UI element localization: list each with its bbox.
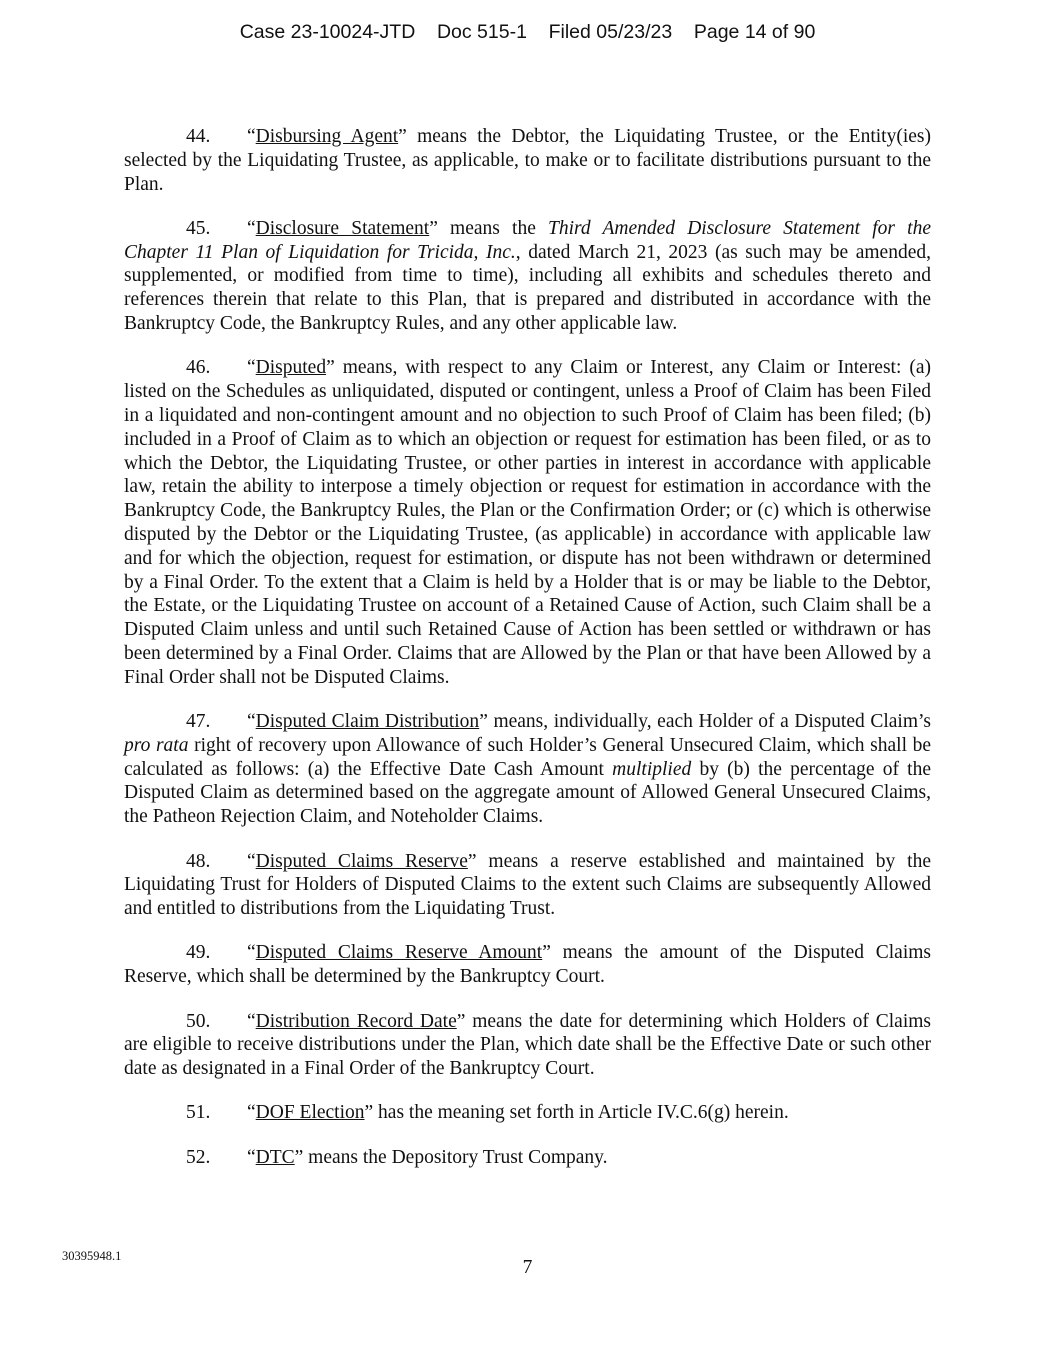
definition-44 — [124, 125, 931, 196]
defined-term: Disputed — [255, 357, 327, 379]
definitions-list — [124, 125, 931, 1190]
definition-52 — [124, 1146, 931, 1170]
defined-term: Disputed Claims Reserve — [255, 850, 468, 872]
definition-text: ” means the — [429, 217, 549, 239]
definition-number: 46. — [186, 357, 211, 379]
document-id: 30395948.1 — [62, 1249, 122, 1263]
definition-number: 51. — [186, 1102, 211, 1124]
definition-number: 44. — [186, 126, 211, 147]
open-quote: “ — [247, 1146, 256, 1168]
defined-term: Disputed Claim Distribution — [255, 711, 480, 733]
definition-number: 45. — [186, 217, 211, 239]
definition-text: ” has the meaning set forth in Article IV.C.6(g) herein. — [364, 1102, 789, 1124]
definition-number: 48. — [186, 850, 211, 872]
open-quote: “ — [247, 1010, 256, 1032]
definition-text: ” means, individually, each Holder of a Disputed Claim’s — [479, 711, 931, 733]
definition-45 — [124, 217, 931, 336]
defined-term: Distribution Record Date — [255, 1010, 457, 1032]
definition-number: 52. — [186, 1146, 211, 1168]
open-quote: “ — [247, 357, 256, 379]
open-quote: “ — [247, 850, 256, 872]
definition-text: right of recovery upon Allowance of such Holder’s General Unsecured Claim, which shall be calculated as follows: (a) the Effective Date Cash Amount — [124, 734, 931, 780]
open-quote: “ — [247, 711, 256, 733]
definition-text: ” means the Depository Trust Company. — [294, 1146, 608, 1168]
defined-term: Disbursing Agent — [255, 126, 399, 147]
definition-47 — [124, 710, 931, 829]
definition-text: ” means the amount of the Disputed Claims Reserve, which shall be determined by the Bankruptcy Court. — [124, 942, 932, 988]
open-quote: “ — [247, 942, 256, 964]
definition-text: ” means, with respect to any Claim or Interest, any Claim or Interest: (a) listed on the Schedules as unliquidated, disputed or contingent, unless a Proof of Claim has been Filed in a liquidated and non-contingent amount and no objection to such Proof of Claim has been filed; (b) included in a Proof of Claim as to which an objection or request for estimation has been filed, or as to which the Debtor, the Liquidating Trustee, or other parties in interest in accordance with applicable law, retain the ability to interpose a timely objection or request for estimation in accordance with the Bankruptcy Code, the Bankruptcy Rules, the Plan or the Confirmation Order; or (c) which is otherwise disputed by the Debtor or the Liquidating Trustee, (as applicable) in accordance with applicable law and for which the objection, request for estimation, or dispute has not been withdrawn or determined by a Final Order. To the extent that a Claim is held by a Holder that is or may be liable to the Debtor, the Estate, or the Liquidating Trustee on account of a Retained Cause of Action, such Claim shall be a Disputed Claim unless and until such Retained Cause of Action has been settled or withdrawn or has been determined by a Final Order. Claims that are Allowed by the Plan or that have been Allowed by a Final Order shall not be Disputed Claims. — [124, 357, 931, 688]
defined-term: DTC — [255, 1146, 295, 1168]
italic-phrase: multiplied — [612, 758, 692, 780]
definition-50 — [124, 1010, 931, 1081]
italic-phrase: pro rata — [124, 734, 189, 756]
case-header: Case 23-10024-JTD Doc 515-1 Filed 05/23/23 Page 14 of 90 — [239, 21, 816, 43]
definition-48 — [124, 850, 931, 921]
definition-number: 47. — [186, 711, 211, 733]
defined-term: Disputed Claims Reserve Amount — [255, 942, 543, 964]
open-quote: “ — [247, 1102, 256, 1124]
open-quote: “ — [247, 126, 256, 147]
definition-number: 50. — [186, 1010, 211, 1032]
definition-text: ” means the date for determining which Holders of Claims are eligible to receive distributions under the Plan, which date shall be the Effective Date or such other date as designated in a Final Order of the Bankruptcy Court. — [124, 1010, 932, 1080]
definition-text: ” means the Debtor, the Liquidating Trustee, or the Entity(ies) selected by the Liquidating Trustee, as applicable, to make or to facilitate distributions pursuant to the Plan. — [124, 126, 931, 195]
definition-46 — [124, 356, 931, 689]
definition-49 — [124, 941, 931, 989]
definition-number: 49. — [186, 942, 211, 964]
defined-term: DOF Election — [255, 1102, 365, 1124]
document-title: Third Amended Disclosure Statement for the Chapter 11 Plan of Liquidation for Tricida, Inc. — [124, 217, 931, 263]
page-number: 7 — [522, 1257, 533, 1278]
definition-51 — [124, 1101, 931, 1125]
open-quote: “ — [247, 217, 256, 239]
definition-text: , dated March 21, 2023 (as such may be amended, supplemented, or modified from time to time), including all exhibits and schedules thereto and references therein that relate to this Plan, that is prepared and distributed in accordance with the Bankruptcy Code, the Bankruptcy Rules, and any other applicable law. — [124, 241, 931, 335]
definition-text: ” means a reserve established and maintained by the Liquidating Trust for Holders of Disputed Claims to the extent such Claims are subsequently Allowed and entitled to distributions from the Liquidating Trust. — [124, 850, 932, 920]
defined-term: Disclosure Statement — [255, 217, 430, 239]
definition-text: by (b) the percentage of the Disputed Claim as determined based on the aggregate amount of Allowed General Unsecured Claims, the Patheon Rejection Claim, and Noteholder Claims. — [124, 758, 931, 828]
